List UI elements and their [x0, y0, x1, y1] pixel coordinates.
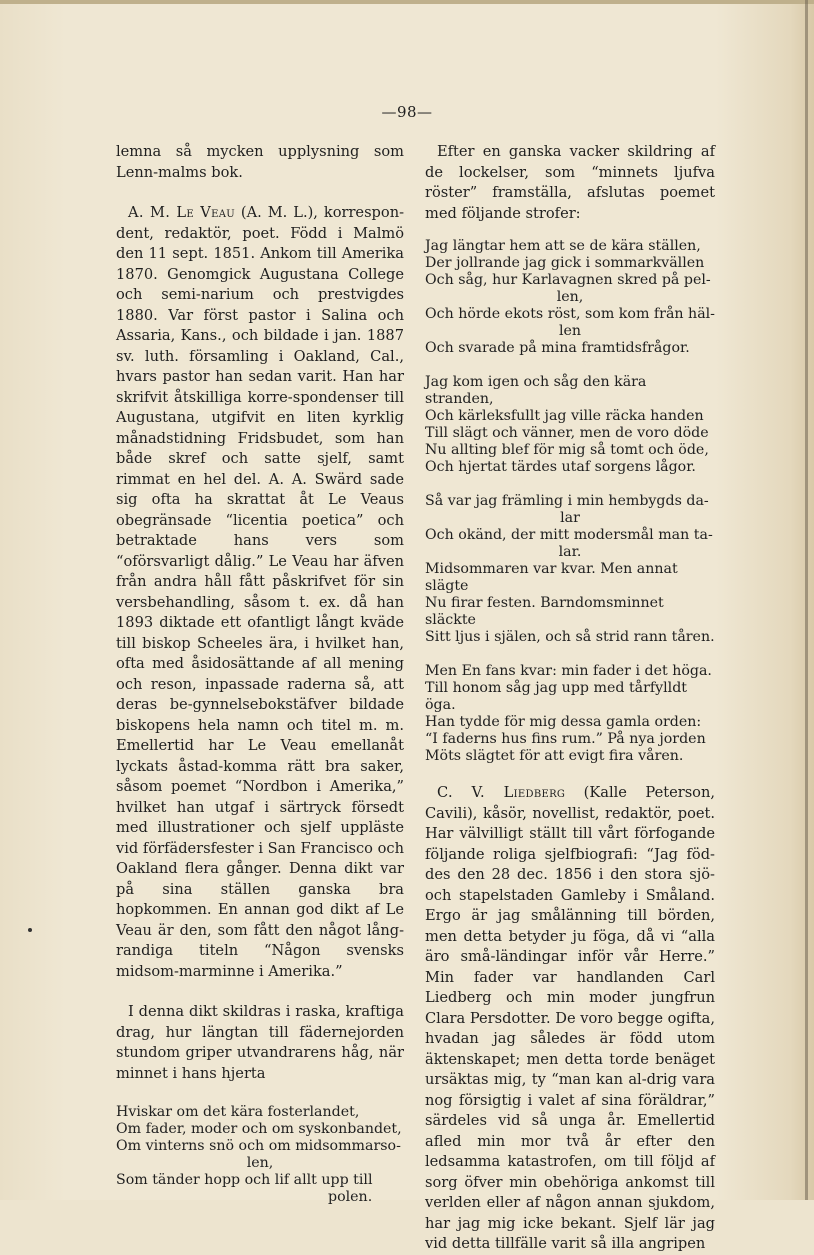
poem-line: Så var jag främling i min hembygds da-	[425, 493, 709, 509]
paragraph-continuation: lemna så mycken upplysning som Lenn-malms bok.	[116, 143, 404, 181]
poem-line: Jag längtar hem att se de kära ställen,	[425, 238, 701, 254]
poem-stanza-1	[425, 238, 715, 357]
poem-line: Som tänder hopp och lif allt upp till	[116, 1172, 373, 1188]
poem-stanza-3	[425, 493, 715, 646]
bio-text: (A. M. L.), korrespon-dent, redaktör, poet. Född i Malmö den 11 sept. 1851. Ankom till Amerika 1870. Genomgick Augustana College och semi-narium och prestvigdes 1880. Var först pastor i Salina och Assaria, Kans., och bildade i jan. 1887 sv. luth. församling i Oakland, Cal., hvars pastor han sedan varit. Han har skrifvit åtskilliga korre-spondenser till Augustana, utgifvit en liten kyrklig månadstidning Fridsbudet, som han både skref och satte sjelf, samt rimmat en hel del. A. A. Swärd sade sig ofta ha skrattat åt Le Veaus obegränsade “licentia poetica” och betraktade hans vers som “oförsvarligt dålig.” Le Veau har äfven från andra håll fått påskrifvet för sin versbehandling, såsom t. ex. då han 1893 diktade ett ofantligt långt kväde till biskop Scheeles ära, i hvilket han, ofta med åsidosättande af all mening och reson, inpassade raderna så, att deras be-gynnelsebokstäfver bildade biskopens hela namn och titel m. m. Emellertid har Le Veau emellanåt lyckats åstad-komma rätt bra saker, såsom poemet “Nordbon i Amerika,” hvilket han utgaf i särtryck försedt med illustrationer och sjelf uppläste vid förfädersfester i San Francisco och Oakland flera gånger. Denna dikt var på sina ställen ganska bra hopkommen. En annan god dikt af Le Veau är den, som fått den något lång-randiga titeln “Någon svensks midsom-marminne i Amerika.”	[116, 204, 405, 980]
poem-line: Till honom såg jag upp med tårfylldt öga.	[425, 680, 688, 713]
poem-line: Han tydde för mig dessa gamla orden:	[425, 714, 702, 730]
scan-speck	[28, 928, 32, 932]
poem-line: Och svarade på mina framtidsfrågor.	[425, 340, 690, 356]
page-number: —98—	[381, 103, 433, 121]
biography-le-veau	[116, 203, 404, 982]
poem-line-cont: len,	[556, 289, 584, 305]
left-column	[116, 142, 404, 1206]
poem-line: Sitt ljus i själen, och så strid rann tåren.	[425, 629, 715, 645]
poem-line: Nu firar festen. Barndomsminnet släckte	[425, 595, 664, 628]
poem-stanza-2	[425, 374, 715, 476]
poem-line: Nu allting blef för mig så tomt och öde,	[425, 442, 709, 458]
poem-line: Och hjertat tärdes utaf sorgens lågor.	[425, 459, 696, 475]
poem-stanza-4	[425, 663, 715, 765]
poem-line: Till slägt och vänner, men de voro döde	[425, 425, 709, 441]
poem-line: Om vinterns snö och om midsommarso-	[116, 1138, 401, 1154]
poem-line-cont: len	[558, 323, 582, 339]
poem-line-cont: len,	[246, 1155, 274, 1171]
poem-line-cont: lar	[560, 510, 580, 526]
poem-line: Om fader, moder och om syskonbandet,	[116, 1121, 402, 1137]
poem-line: Jag kom igen och såg den kära stranden,	[425, 374, 647, 407]
biography-liedberg	[425, 783, 715, 1255]
poem-line: Och kärleksfullt jag ville räcka handen	[425, 408, 704, 424]
page-top-edge	[0, 0, 814, 4]
poem-line: Och såg, hur Karlavagnen skred på pel-	[425, 272, 711, 288]
poem-line-cont: polen.	[328, 1189, 373, 1205]
poem-line: Men En fans kvar: min fader i det höga.	[425, 663, 712, 679]
poem-line: Hviskar om det kära fosterlandet,	[116, 1104, 360, 1120]
poem-quote-left	[116, 1104, 404, 1206]
poem-line: Midsommaren var kvar. Men annat slägte	[425, 561, 678, 594]
bio-name: C. V. Liedberg	[437, 784, 566, 801]
right-column	[425, 142, 715, 1255]
poem-line: Och hörde ekots röst, som kom från häl-	[425, 306, 715, 322]
poem-line: Der jollrande jag gick i sommarkvällen	[425, 255, 705, 271]
paragraph-strofer-intro: Efter en ganska vacker skildring af de lockelser, som “minnets ljufva röster” framställa, afslutas poemet med följande strofer:	[425, 143, 715, 222]
bio-name: A. M. Le Veau	[128, 204, 235, 221]
paragraph-poem-intro: I denna dikt skildras i raska, kraftiga drag, hur längtan till fädernejorden stundom griper utvandrarens håg, när minnet i hans hjerta	[116, 1003, 404, 1082]
poem-line: “I faderns hus fins rum.” På nya jorden	[425, 731, 706, 747]
page-binding-edge	[805, 0, 808, 1200]
poem-line: Möts slägtet för att evigt fira våren.	[425, 748, 684, 764]
bio-text: (Kalle Peterson, Cavili), kåsör, novellist, redaktör, poet. Har välvilligt ställt till vårt förfogande följande roliga sjelfbiografi: “Jag föd-des den 28 dec. 1856 i den stora sjö- och stapelstaden Gamleby i Småland. Ergo är jag smålänning till börden, men detta betyder ju föga, då vi “alla äro små-ländingar inför vår Herre.” Min fader var handlanden Carl Liedberg och min moder jungfrun Clara Persdotter. De voro begge ogifta, hvadan jag således är född utom äktenskapet; men detta torde benäget ursäktas mig, ty “man kan al-drig vara nog försigtig i valet af sina föräldrar,” särdeles vid så unga år. Emellertid afled min mor två år efter den ledsamma katastrofen, om till följd af sorg öfver min obehöriga ankomst till verlden eller af någon annan sjukdom, har jag mig icke bekant. Sjelf lär jag vid detta tillfälle varit så illa angripen	[425, 784, 716, 1252]
poem-line: Och okänd, der mitt modersmål man ta-	[425, 527, 713, 543]
poem-line-cont: lar.	[558, 544, 582, 560]
